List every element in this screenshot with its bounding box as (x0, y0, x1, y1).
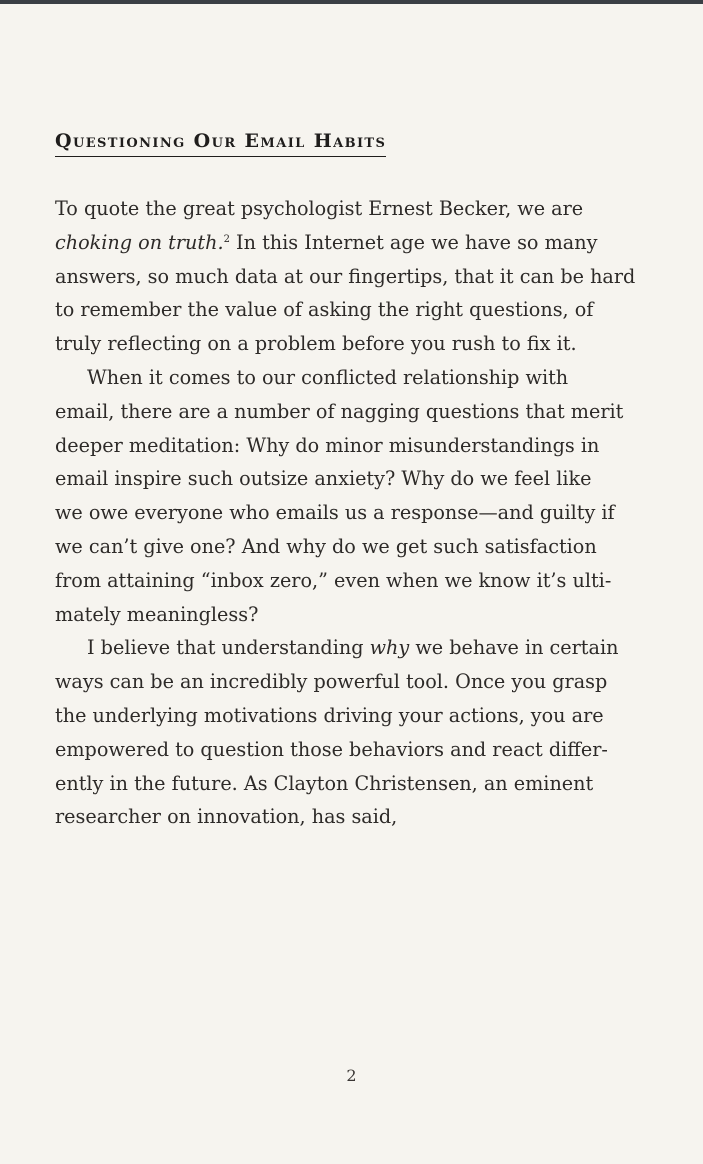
body-text (55, 192, 645, 834)
paragraph-2-line-6: we can’t give one? And why do we get such satisfaction (55, 534, 597, 558)
italic-word-why: why (369, 636, 410, 660)
paragraph-2-line-8: mately meaningless? (55, 602, 259, 626)
paragraph-3-line-1-end: we behave in certain (409, 636, 619, 660)
paragraph-3-line-1 (55, 631, 645, 665)
paragraph-2-line-1: When it comes to our conflicted relationship with (87, 365, 569, 389)
paragraph-2-line-4: email inspire such outsize anxiety? Why do we feel like (55, 467, 592, 491)
page-top-edge (0, 0, 703, 4)
paragraph-2-line-2: email, there are a number of nagging questions that merit (55, 399, 624, 423)
paragraph-3-line-3: the underlying motivations driving your actions, you are (55, 703, 604, 727)
paragraph-1-line-5: truly reflecting on a problem before you rush to fix it. (55, 332, 577, 356)
paragraph-3-line-4: empowered to question those behaviors and react differ- (55, 737, 608, 761)
italic-phrase-choking-on-truth: choking on truth. (55, 230, 224, 254)
paragraph-1-line-2-rest: In this Internet age we have so many (229, 230, 598, 254)
paragraph-3-line-6: researcher on innovation, has said, (55, 805, 398, 829)
paragraph-1-line-2 (55, 226, 645, 260)
paragraph-3-line-1-start: I believe that understanding (87, 636, 370, 660)
paragraph-2-line-7: from attaining “inbox zero,” even when we know it’s ulti- (55, 568, 612, 592)
page-number: 2 (346, 1066, 357, 1085)
paragraph-3-line-5: ently in the future. As Clayton Christensen, an eminent (55, 771, 594, 795)
paragraph-2-line-3: deeper meditation: Why do minor misunderstandings in (55, 433, 600, 457)
paragraph-3-line-2: ways can be an incredibly powerful tool. Once you grasp (55, 670, 608, 694)
paragraph-1-line-3: answers, so much data at our fingertips, that it can be hard (55, 264, 636, 288)
paragraph-2-line-5: we owe everyone who emails us a response—and guilty if (55, 501, 615, 525)
section-heading: Questioning Our Email Habits (55, 130, 386, 157)
paragraph-1-line-1: To quote the great psychologist Ernest Becker, we are (55, 197, 584, 220)
footnote-marker: 2 (223, 233, 230, 245)
paragraph-1-line-4: to remember the value of asking the right questions, of (55, 298, 594, 322)
